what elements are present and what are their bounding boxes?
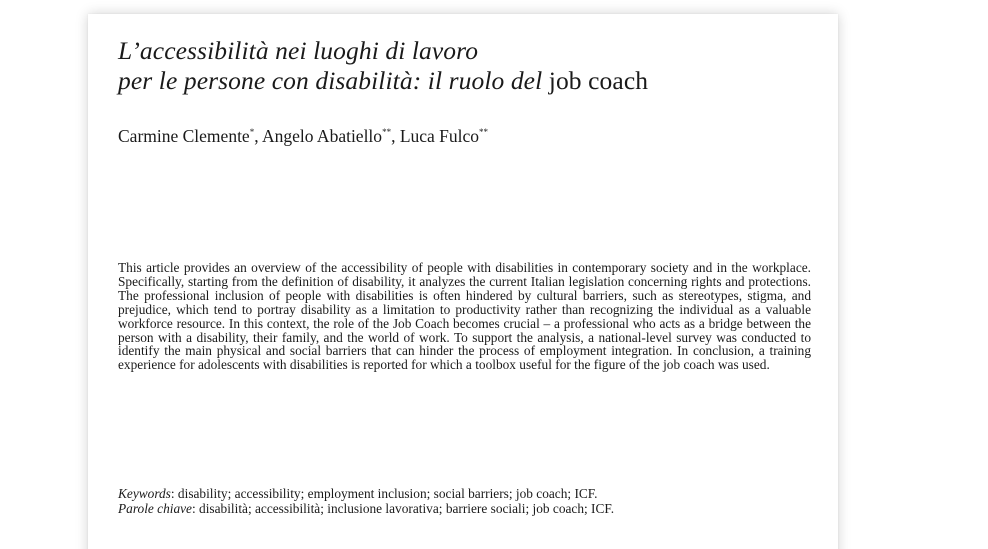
keywords-block <box>118 487 818 516</box>
parole-chiave-line <box>118 502 818 517</box>
title-line-2-italic: per le persone con disabilità: il ruolo del <box>118 66 543 95</box>
author-list <box>118 125 488 147</box>
parole-chiave-label: Parole chiave <box>118 500 192 516</box>
author-separator: , <box>254 126 262 146</box>
author-name: Angelo Abatiello <box>262 126 383 146</box>
keywords-line <box>118 487 818 502</box>
affiliation-mark: ** <box>479 127 489 137</box>
title-line-2-roman: job coach <box>542 66 649 95</box>
keywords-label: Keywords <box>118 486 171 501</box>
abstract-text: This article provides an overview of the accessibility of people with disabilities in contemporary society and in the workplace. Specifically, starting from the definition of disability, it analyzes the current Italian legislation concerning rights and protections. The professional inclusion of people with disabilities is often hindered by cultural barriers, such as stereotypes, stigma, and prejudice, which tend to portray disability as a limitation to productivity rather than recognizing the individual as a valuable workforce resource. In this context, the role of the Job Coach becomes crucial – a professional who acts as a bridge between the person with a disability, their family, and the world of work. To support the analysis, a national-level survey was conducted to identify the main physical and social barriers that can hinder the process of employment integration. In conclusion, a training experience for adolescents with disabilities is reported for which a toolbox useful for the figure of the job coach was used. <box>118 260 811 373</box>
parole-chiave-values: : disabilità; accessibilità; inclusione lavorativa; barriere sociali; job coach; ICF. <box>191 500 615 516</box>
affiliation-mark: * <box>249 127 255 137</box>
paper-title <box>118 36 648 96</box>
author-name: Luca Fulco <box>399 126 480 146</box>
author-separator: , <box>391 126 400 146</box>
keywords-values: : disability; accessibility; employment inclusion; social barriers; job coach; ICF. <box>170 486 598 501</box>
title-line-1: L’accessibilità nei luoghi di lavoro <box>118 36 479 65</box>
author-name: Carmine Clemente <box>118 126 250 146</box>
affiliation-mark: ** <box>382 127 392 137</box>
document-page <box>88 14 838 549</box>
